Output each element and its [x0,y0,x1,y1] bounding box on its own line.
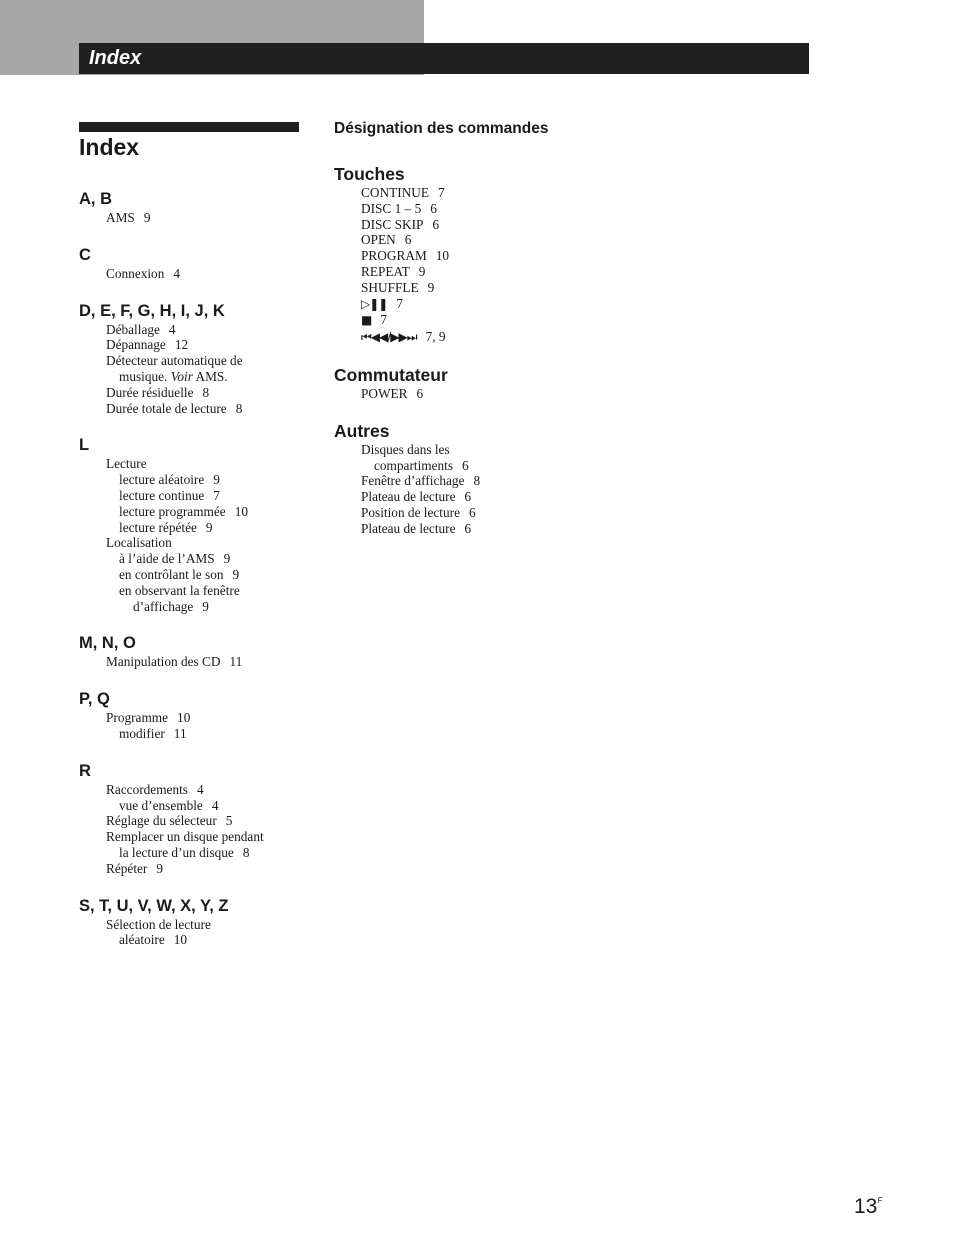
entry-list [79,266,319,282]
entry-page: 8 [235,400,243,416]
entry-page: 6 [464,489,472,505]
index-entry [361,185,594,201]
index-entry [361,312,594,329]
page-number-suffix: F [877,1196,883,1205]
entry-term: Position de lecture [361,504,460,520]
section-heading: Touches [334,164,405,184]
entry-term: Réglage du sélecteur [106,813,217,829]
index-entry [106,551,319,567]
index-entry [106,322,319,338]
entry-term: Durée totale de lecture [106,400,227,416]
entry-page: 9 [232,566,240,582]
index-entry [361,386,594,402]
index-entry [106,917,319,933]
entry-term: Programme [106,710,169,726]
entry-term: à l’aide de l’AMS [119,551,215,567]
designation-heading: Désignation des commandes [334,120,549,137]
entry-term: AMS [106,210,135,225]
index-entry [106,654,319,670]
entry-term: Connexion [106,265,165,281]
entry-term: lecture répétée [119,519,197,535]
index-entry [361,232,594,248]
entry-term: aléatoire [119,932,165,948]
entry-term: DISC 1 – 5 [361,200,422,216]
control-symbol: ▷❚❚ [361,296,388,311]
entry-page: 7 [437,185,445,200]
section-heading: Autres [334,420,390,441]
entry-term: CONTINUE [361,185,429,200]
index-entry [106,798,319,814]
entry-page: 7 [380,312,387,328]
entry-list [79,456,319,614]
letter-group [79,895,319,949]
letter-heading: A, B [79,190,112,208]
letter-heading: P, Q [79,690,110,709]
entry-page: 9 [223,551,231,567]
index-entry [106,845,319,861]
entry-term: Plateau de lecture [361,489,456,505]
index-entry [361,458,594,474]
entry-term: vue d’ensemble [119,797,203,813]
entry-term: DISC SKIP [361,216,424,232]
entry-page: 6 [462,457,469,473]
section-heading: Commutateur [334,364,448,385]
entry-term: la lecture d’un disque [119,844,234,860]
letter-heading: S, T, U, V, W, X, Y, Z [79,896,229,915]
entry-page: 6 [468,504,476,520]
index-entry [106,599,319,615]
index-entry [106,401,319,417]
index-right-column [334,118,594,555]
entry-page: 10 [435,248,450,264]
entry-page: 9 [213,472,220,488]
entry-term: modifier [119,725,165,741]
index-entry [106,782,319,798]
letter-group [79,632,319,670]
letter-heading: M, N, O [79,634,136,653]
entry-list [79,917,319,949]
entry-term: Détecteur automatique de [106,353,243,369]
index-entry [106,472,319,488]
entry-page: 7 [396,295,403,311]
entry-page: 6 [416,385,424,401]
control-sections [334,163,594,537]
page-number-value: 13 [854,1195,878,1218]
entry-page: 6 [430,200,437,216]
index-entry [361,264,594,280]
entry-page: 9 [202,598,209,614]
index-entry [361,505,594,521]
entry-page: 8 [202,384,210,400]
control-section [334,420,594,537]
letter-group [79,300,319,417]
index-entry [106,337,319,353]
index-entry [106,504,319,520]
letter-group [79,688,319,742]
index-entry [106,813,319,829]
index-entry [106,726,319,742]
entry-list [79,782,319,877]
index-entry [106,210,319,226]
entry-page: 6 [404,232,412,248]
entry-page: 4 [196,781,204,797]
entry-term: Raccordements [106,781,188,797]
entry-page: 11 [229,654,243,670]
entry-list [334,185,594,346]
entry-page: 10 [177,710,191,726]
entry-term: Répéter [106,860,148,876]
index-entry [106,583,319,599]
entry-page: 9 [418,263,426,279]
index-entry [361,489,594,505]
entry-page: 9 [143,210,151,225]
letter-group [79,188,319,226]
letter-group [79,434,319,614]
entry-term: Déballage [106,321,160,337]
page-title: Index [79,134,140,160]
index-entry [106,932,319,948]
entry-page: 8 [242,844,250,860]
entry-page: 10 [234,503,248,519]
index-entry [361,248,594,264]
index-entry [361,217,594,233]
entry-term: Manipulation des CD [106,654,221,670]
letter-group [79,244,319,282]
index-entry [361,521,594,537]
letter-heading: R [79,761,91,780]
control-symbol: ⏮◀◀/▶▶⏭ [361,330,417,345]
entry-page: 7 [213,487,220,503]
entry-page: 5 [225,813,233,829]
entry-page: 12 [174,337,189,353]
entry-page: 4 [173,265,181,281]
index-entry [106,829,319,845]
entry-page: 8 [473,473,481,489]
index-entry [106,385,319,401]
entry-term: lecture programmée [119,503,226,519]
entry-term: Durée résiduelle [106,384,194,400]
entry-term: lecture continue [119,487,205,503]
entry-term: Fenêtre d’affichage [361,473,465,489]
index-entry [106,535,319,551]
index-left-column [79,188,319,966]
index-entry [106,861,319,877]
entry-see-target: AMS. [195,368,228,384]
entry-term: lecture aléatoire [119,472,205,488]
entry-term: musique. [119,368,168,384]
index-entry [361,201,594,217]
entry-term: OPEN [361,232,396,248]
entry-term: Localisation [106,535,172,551]
entry-page: 9 [427,279,435,295]
letter-heading: D, E, F, G, H, I, J, K [79,301,225,320]
entry-list [79,322,319,417]
index-entry [106,369,319,385]
index-entry [106,520,319,536]
entry-list [334,386,594,402]
entry-list [334,442,594,537]
entry-term: compartiments [374,457,454,473]
entry-list [79,654,319,670]
entry-see: Voir [170,368,193,384]
index-entry [106,456,319,472]
control-section [334,163,594,346]
entry-page: 4 [211,797,219,813]
header-title: Index [89,47,142,69]
entry-list [79,710,319,742]
index-entry [361,280,594,296]
index-entry [106,567,319,583]
letter-heading: C [79,245,91,264]
entry-page: 6 [464,520,472,536]
entry-term: Sélection de lecture [106,916,211,932]
index-entry [106,488,319,504]
entry-term: Dépannage [106,337,166,353]
control-symbol: ■ [361,313,372,328]
index-entry [361,442,594,458]
entry-term: PROGRAM [361,248,427,264]
entry-page: 6 [432,216,440,232]
entry-page: 7, 9 [425,329,446,345]
entry-term: en observant la fenêtre [119,582,240,598]
entry-page: 9 [205,519,213,535]
entry-term: Plateau de lecture [361,520,456,536]
letter-heading: L [79,436,90,455]
index-entry [361,329,594,346]
entry-term: Disques dans les [361,441,450,457]
entry-term: POWER [361,385,408,401]
page-number [854,1188,882,1220]
index-entry [361,296,594,313]
control-section [334,364,594,402]
entry-term: REPEAT [361,263,410,279]
header-bar [79,43,809,74]
entry-list [79,210,319,226]
index-entry [106,266,319,282]
letter-group [79,760,319,877]
entry-term: en contrôlant le son [119,566,224,582]
entry-page: 10 [173,932,188,948]
index-entry [361,473,594,489]
title-rule [79,122,299,132]
entry-term: Remplacer un disque pendant [106,829,264,845]
entry-term: Lecture [106,456,147,472]
entry-page: 4 [168,321,176,337]
index-entry [106,353,319,369]
index-entry [106,710,319,726]
entry-term: d’affichage [133,598,194,614]
entry-page: 9 [156,860,164,876]
entry-page: 11 [173,725,187,741]
entry-term: SHUFFLE [361,279,419,295]
